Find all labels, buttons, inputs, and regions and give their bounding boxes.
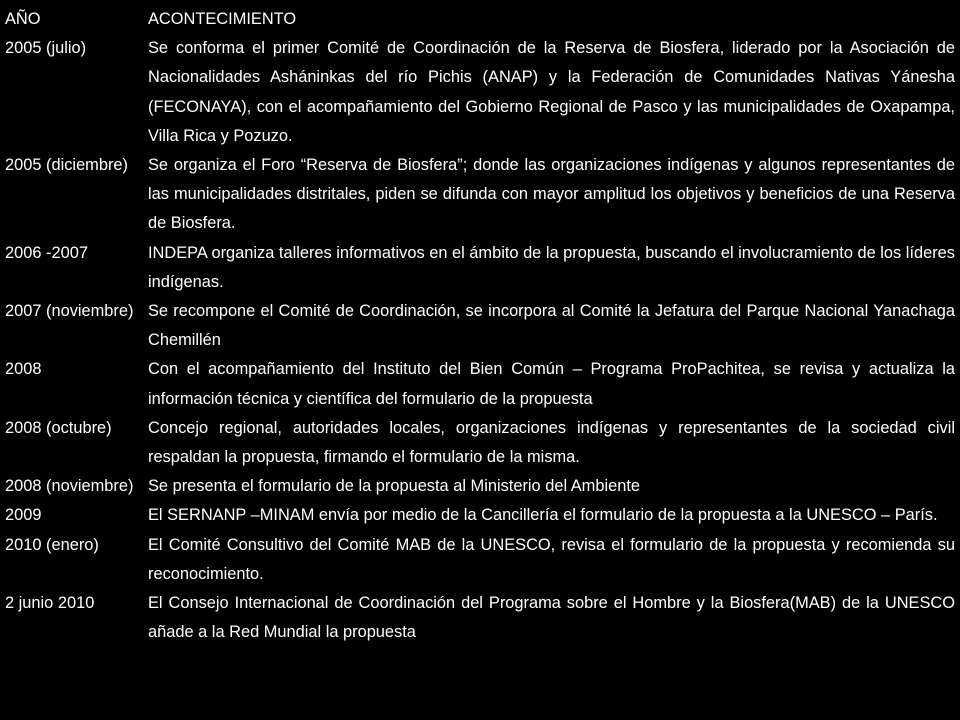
- row-year: 2007 (noviembre): [5, 302, 134, 321]
- event-column-header: ACONTECIMIENTO: [148, 10, 297, 28]
- row-event: Se recompone el Comité de Coordinación, se incorpora al Comité la Jefatura del Parque Nacional Yanachaga Chemillén: [148, 302, 955, 350]
- row-year: 2008 (octubre): [5, 418, 112, 437]
- row-event: Se conforma el primer Comité de Coordinación de la Reserva de Biosfera, liderado por la Asociación de Nacionalidades Asháninkas del río Pichis (ANAP) y la Federación de Comunidades Nativas Yánesha (FECONAYA), con el acompañamiento del Gobierno Regional de Pasco y las municipalidades de Oxapampa, Villa Rica y Pozuzo.: [148, 39, 955, 145]
- row-year: 2005 (julio): [5, 39, 87, 58]
- table-row: [5, 355, 955, 413]
- row-event: Concejo regional, autoridades locales, organizaciones indígenas y representantes de la sociedad civil respaldan la propuesta, firmando el formulario de la misma.: [148, 418, 955, 467]
- row-event: El Comité Consultivo del Comité MAB de la UNESCO, revisa el formulario de la propuesta y recomienda su reconocimiento.: [148, 535, 955, 583]
- row-year: 2008: [5, 360, 42, 379]
- table-row: [5, 414, 955, 472]
- table-header-row: [5, 5, 955, 34]
- row-year: 2006 -2007: [5, 243, 88, 262]
- table-row: [5, 239, 955, 297]
- row-year: 2 junio 2010: [5, 594, 95, 613]
- row-year: 2009: [5, 506, 42, 525]
- row-event: El SERNANP –MINAM envía por medio de la Cancillería el formulario de la propuesta a la UNESCO – París.: [148, 506, 938, 525]
- row-event: El Consejo Internacional de Coordinación del Programa sobre el Hombre y la Biosfera(MAB) de la UNESCO añade a la Red Mundial la propuesta: [148, 594, 955, 642]
- row-year: 2010 (enero): [5, 535, 99, 554]
- row-year: 2008 (noviembre): [5, 477, 134, 496]
- table-row: [5, 34, 955, 151]
- row-event: Se organiza el Foro “Reserva de Biosfera”; donde las organizaciones indígenas y algunos representantes de las municipalidades distritales, piden se difunda con mayor amplitud los objetivos y beneficios de una Reserva de Biosfera.: [148, 156, 955, 233]
- year-column-header: AÑO: [5, 10, 41, 28]
- row-event: Con el acompañamiento del Instituto del Bien Común – Programa ProPachitea, se revisa y actualiza la información técnica y científica del formulario de la propuesta: [148, 360, 955, 408]
- table-row: [5, 297, 955, 355]
- table-row: [5, 501, 955, 530]
- timeline-rows: [5, 34, 955, 647]
- table-row: [5, 589, 955, 647]
- row-event: INDEPA organiza talleres informativos en el ámbito de la propuesta, buscando el involucramiento de los líderes indígenas.: [148, 243, 955, 291]
- table-row: [5, 472, 955, 501]
- table-row: [5, 531, 955, 589]
- row-year: 2005 (diciembre): [5, 156, 128, 175]
- table-row: [5, 151, 955, 239]
- timeline-slide: [5, 5, 955, 647]
- row-event: Se presenta el formulario de la propuesta al Ministerio del Ambiente: [148, 477, 640, 496]
- timeline-table: [5, 5, 955, 647]
